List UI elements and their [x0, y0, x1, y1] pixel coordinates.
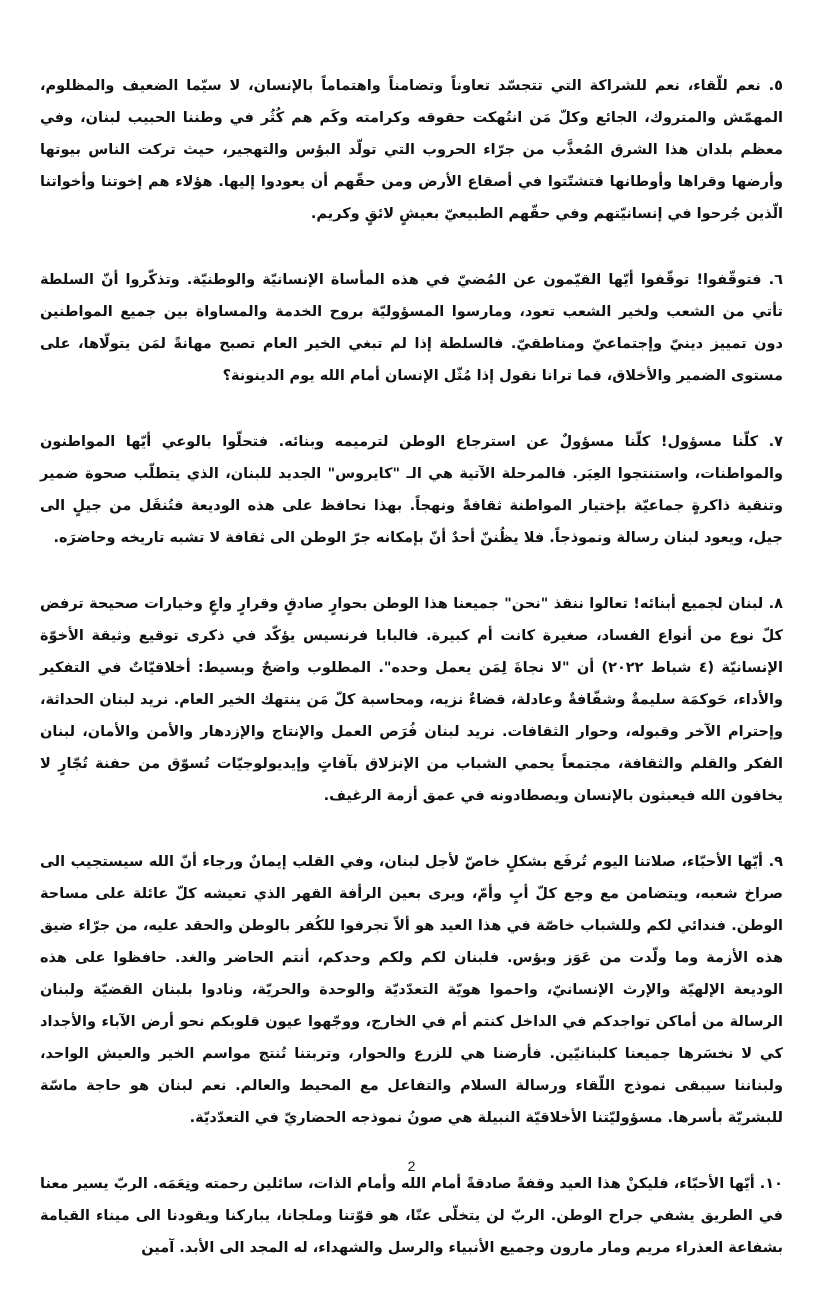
page-number: 2 [407, 1158, 416, 1174]
paragraph-6: ٦. فتوقّفوا! توقّفوا أيّها القيّمون عن المُضيّ في هذه المأساة الإنسانيّة والوطنيّة. وتذكّروا أنّ السلطة تأتي من الشعب ولخير الشعب تعود، ومارسوا المسؤوليّة بروح الخدمة والمساواة بين جميع المواطنين دون تمييز دينيّ وإجتماعيّ ومناطقيّ. فالسلطة إذا لم تبغي الخير العام تصبح مهانةً لمَن يتولّاها، على مستوى الضمير والأخلاق، فما ترانا نقول إذا مُثّل الإنسان أمام الله يوم الدينونة؟ [40, 272, 783, 384]
paragraph-7: ٧. كلّنا مسؤول! كلّنا مسؤولٌ عن استرجاع الوطن لترميمه وبنائه. فتحلّوا بالوعي أيّها المواطنون والمواطنات، واستنتجوا العِبَر. فالمرحلة الآتية هي الـ "كايروس" الجديد للبنان، الذي يتطلّب صحوة ضمير وتنقية ذاكرةٍ جماعيّة بإختيار المواطنة ثقافةً ونهجاً. بهذا نحافظ على هذه الوديعة فتُنقَل من جيلٍ الى جيل، ويعود لبنان رسالة ونموذجاً. فلا يظُننّ أحدٌ أنّ بإمكانه جرّ الوطن الى ثقافة لا تشبه تاريخه وحاضرَه. [40, 434, 783, 546]
paragraph-9: ٩. أيّها الأحبّاء، صلاتنا اليوم تُرفَع بشكلٍ خاصّ لأجل لبنان، وفي القلب إيمانٌ ورجاء أنّ الله سيستجيب الى صراخ شعبه، ويتضامن مع وجع كلّ أبٍ وأمّ، ويرى بعين الرأفة القهر الذي تعيشه كلّ عائلة على مساحة الوطن. فندائي لكم وللشباب خاصّة في هذا العيد هو ألاّ تجرفوا للكُفر بالوطن والحقد عليه، من جرّاء ضيق هذه الأزمة وما ولّدت من عَوَز وبؤس. فلبنان لكم ولكم وحدكم، أنتم الحاضر والغد. حافظوا على هذه الوديعة الإلهيّة والإرث الإنسانيّ، واحموا هويّة التعدّديّة والوحدة والحريّة، ونادوا بلبنان القضيّة ولبنان الرسالة من أماكن تواجدكم في الداخل كنتم أم في الخارج، ووجّهوا عيون قلوبكم نحو أرض الآباء والأجداد كي لا نخسَرها جميعنا كلبنانيّين. فأرضنا هي للزرع والحوار، وتربتنا تُنتج مواسم الخير والعيش الواحد، ولبناننا سيبقى نموذج اللّقاء ورسالة السلام والتفاعل مع المحيط والعالم. نعم لبنان هو حاجة ماسّة للبشريّة بأسرها. مسؤوليّتنا الأخلاقيّة النبيلة هي صونُ نموذجه الحضاريّ في التعدّديّة. [40, 854, 783, 1126]
paragraph-10: ١٠. أيّها الأحبّاء، فليكنْ هذا العيد وقفةً صادقةً أمام الله وأمام الذات، سائلين رحمته ونِعَمَه. الربّ يسير معنا في الطريق يشفي جراح الوطن. الربّ لن يتخلّى عنّا، هو قوّتنا وملجانا، يباركنا ويقودنا الى ميناء القيامة بشفاعة العذراء مريم ومار مارون وجميع الأنبياء والرسل والشهداء، له المجد الى الأبد. آمين [40, 1176, 783, 1256]
document-body [40, 70, 783, 1298]
paragraph-8: ٨. لبنان لجميع أبنائه! تعالوا ننقذ "نحن" جميعنا هذا الوطن بحوارٍ صادقٍ وقرارٍ واعٍ وخيارات صحيحة ترفض كلّ نوع من أنواع الفساد، صغيرة كانت أم كبيرة. فالبابا فرنسيس يؤكّد في ذكرى توقيع وثيقة الأخوّة الإنسانيّة (٤ شباط ٢٠٢٢) أن "لا نجاةَ لِمَن يعمل وحده". المطلوب واضحٌ وبسيط: أخلاقيّاتٌ في التفكير والأداء، حَوكمَة سليمةٌ وشفّافةٌ وعادلة، قضاءٌ نزيه، ومحاسبة كلّ مَن ينتهك الخير العام. نريد لبنان الحداثة، وإحترام الآخر وقبوله، وحوار الثقافات. نريد لبنان فُرَص العمل والإنتاج والإزدهار والأمن والأمان، لبنان الفكر والقلم والثقافة، مجتمعاً يحمي الشباب من الإنزلاق بآفاتٍ وإيديولوجيّات تُسوّق من حفنة تُجّارٍ لا يخافون الله فيعبثون بالإنسان ويصطادونه في عمق أزمة الرغيف. [40, 596, 783, 804]
paragraph-5: ٥. نعم للّقاء، نعم للشراكة التي تتجسّد تعاوناً وتضامناً واهتماماً بالإنسان، لا سيّما الضعيف والمظلوم، المهمّش والمتروك، الجائع وكلّ مَن انتُهكت حقوقه وكرامته وكَم هم كُثُر في وطننا الحبيب لبنان، وفي معظم بلدان هذا الشرق المُعذَّب من جرّاء الحروب التي تولّد البؤس والتهجير، حيث تركت الناس بيوتها وأرضها وقراها وأوطانها فتشتّتوا في أصقاع الأرض ومن حقّهم أن يعودوا إليها. هؤلاء هم إخوتنا وأخواتنا الّذين جُرحوا في إنسانيّتهم وفي حقّهم الطبيعيّ بعيشٍ لائقٍ وكريم. [40, 78, 783, 222]
